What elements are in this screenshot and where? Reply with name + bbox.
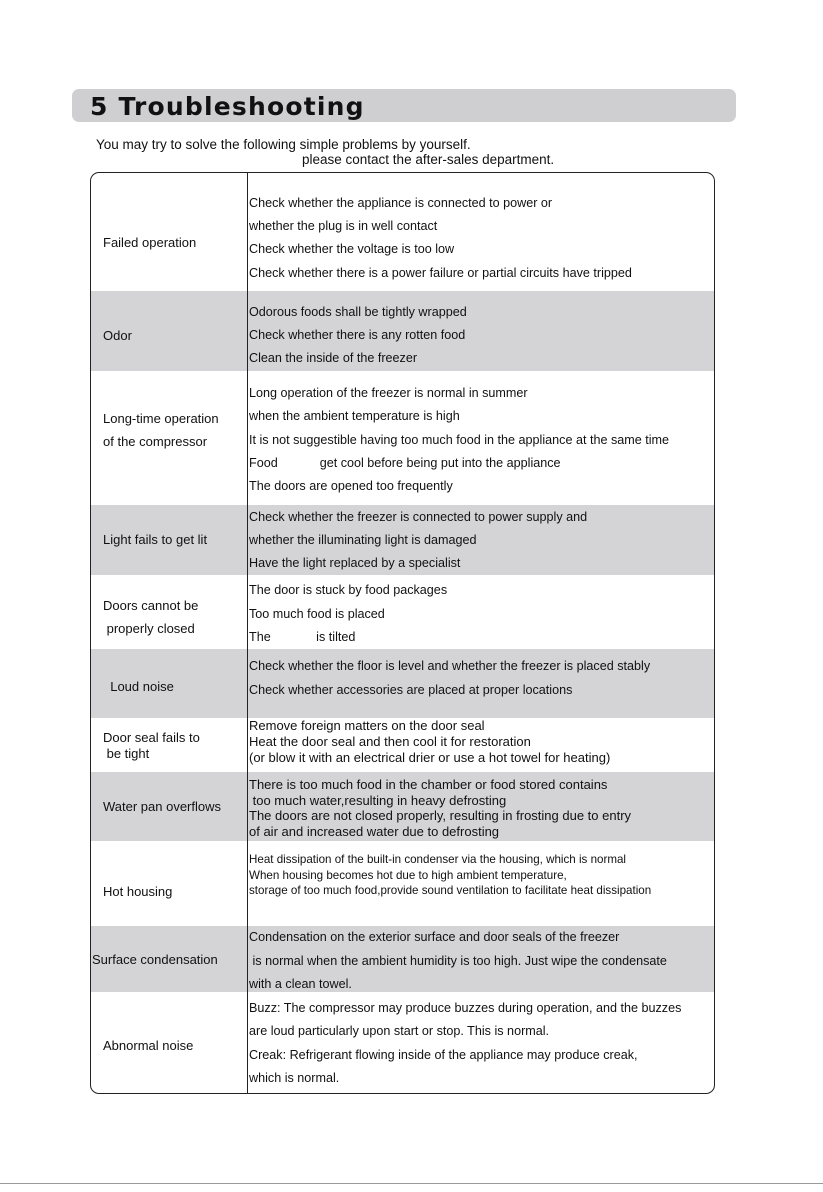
table-row [91,291,714,371]
solution-line: Check whether accessories are placed at proper locations [249,683,573,697]
troubleshooting-table [90,172,715,1094]
problem-label: Odor [103,328,132,343]
section-header-bar [72,89,736,122]
solution-line: Have the light replaced by a specialist [249,556,461,570]
problem-label: of the compressor [103,434,208,449]
solution-line: too much water,resulting in heavy defrosting [249,793,507,808]
problem-label: Door seal fails to [103,730,200,745]
solution-line: with a clean towel. [249,977,352,991]
problem-label: Hot housing [103,884,173,899]
problem-label: Long-time operation [103,411,219,426]
solution-line: There is too much food in the chamber or food stored contains [249,777,608,792]
section-title: 5 Troubleshooting [90,92,365,121]
solution-line: Check whether the appliance is connected to power or [249,196,553,210]
table-row [91,772,714,841]
intro-line-1: You may try to solve the following simple problems by yourself. [96,137,471,152]
problem-label: Water pan overflows [103,799,222,814]
solution-line: Food get cool before being put into the appliance [249,456,561,470]
table-row [91,926,714,992]
solution-line: Clean the inside of the freezer [249,351,418,365]
solution-line: Buzz: The compressor may produce buzzes during operation, and the buzzes [249,1001,682,1015]
solution-line: Remove foreign matters on the door seal [249,718,485,733]
solution-line: which is normal. [249,1071,340,1085]
problem-label: be tight [103,746,150,761]
solution-line: Heat dissipation of the built-in condenser via the housing, which is normal [249,853,627,866]
table-row [91,505,714,575]
solution-line: is normal when the ambient humidity is too high. Just wipe the condensate [249,954,667,968]
solution-line: Check whether the voltage is too low [249,242,455,256]
solution-line: Heat the door seal and then cool it for restoration [249,734,531,749]
solution-line: Check whether the freezer is connected to power supply and [249,510,588,524]
solution-line: When housing becomes hot due to high ambient temperature, [249,869,567,882]
table-row [91,841,714,926]
solution-line: The door is stuck by food packages [249,583,448,597]
problem-label: Loud noise [103,679,174,694]
solution-line: The doors are opened too frequently [249,479,453,493]
solution-line: Long operation of the freezer is normal in summer [249,386,528,400]
problem-label: Light fails to get lit [103,532,208,547]
problem-label: Failed operation [103,235,197,250]
table-row [91,649,714,718]
table-row [91,173,714,291]
solution-line: storage of too much food,provide sound ventilation to facilitate heat dissipation [249,884,652,897]
problem-label: Abnormal noise [103,1038,194,1053]
solution-line: Odorous foods shall be tightly wrapped [249,305,467,319]
page-bottom-edge [0,1183,823,1184]
table-row [91,718,714,772]
solution-line: when the ambient temperature is high [249,409,460,423]
solution-line: The is tilted [249,630,356,644]
solution-line: The doors are not closed properly, resulting in frosting due to entry [249,808,632,823]
intro-line-2: please contact the after-sales department. [302,152,555,167]
column-divider [247,173,248,1093]
solution-line: whether the illuminating light is damaged [249,533,477,547]
solution-line: are loud particularly upon start or stop. This is normal. [249,1024,550,1038]
problem-label: Surface condensation [92,952,218,967]
solution-line: (or blow it with an electrical drier or use a hot towel for heating) [249,750,611,765]
solution-line: of air and increased water due to defrosting [249,824,500,839]
solution-line: whether the plug is in well contact [249,219,438,233]
problem-label: properly closed [103,621,195,636]
solution-line: Check whether there is any rotten food [249,328,466,342]
solution-line: Check whether the floor is level and whether the freezer is placed stably [249,659,651,673]
problem-label: Doors cannot be [103,598,199,613]
table-row [91,371,714,505]
solution-line: Check whether there is a power failure or partial circuits have tripped [249,266,632,280]
solution-line: Condensation on the exterior surface and door seals of the freezer [249,930,620,944]
solution-line: Creak: Refrigerant flowing inside of the appliance may produce creak, [249,1048,638,1062]
table-row [91,575,714,649]
table-row [91,992,714,1093]
solution-line: It is not suggestible having too much food in the appliance at the same time [249,433,670,447]
solution-line: Too much food is placed [249,607,385,621]
